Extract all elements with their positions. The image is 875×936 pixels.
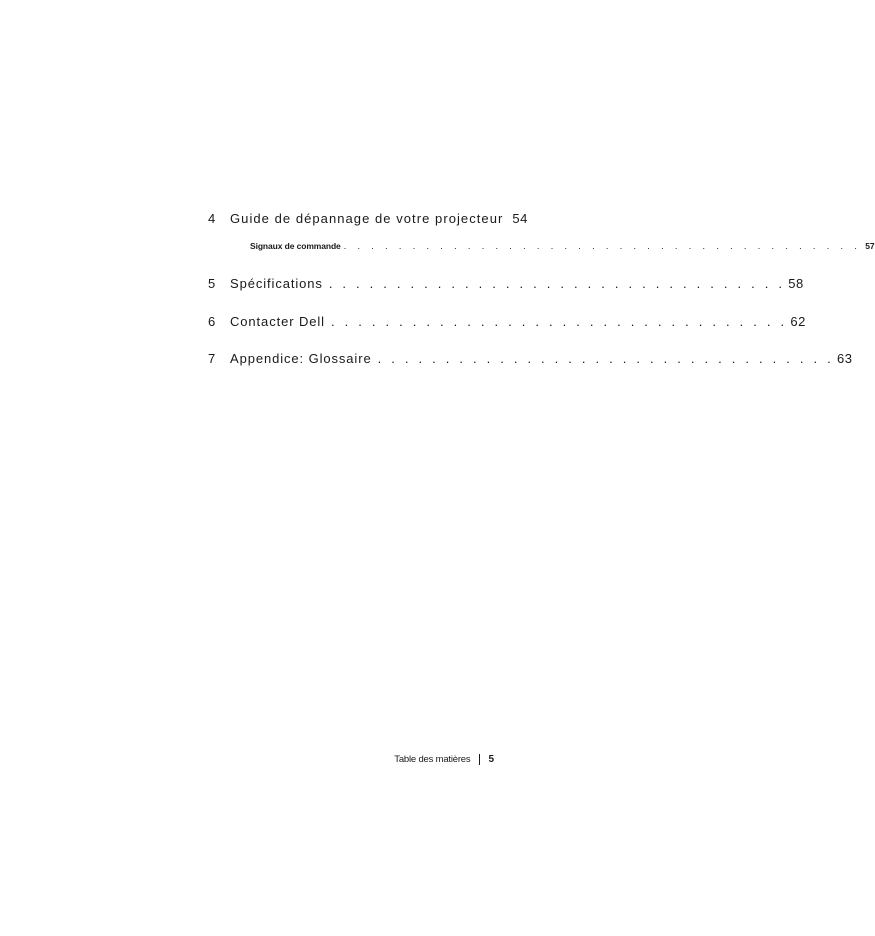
toc-entry-number: 4 <box>208 211 217 226</box>
toc-subentry-signaux[interactable] <box>250 241 875 251</box>
footer-separator <box>479 754 480 765</box>
toc-subentry-title: Signaux de commande <box>250 241 341 251</box>
toc-entry-number: 7 <box>208 351 217 366</box>
toc-entry-title: Spécifications <box>230 276 323 291</box>
toc-entry-chapter-6[interactable] <box>208 314 806 329</box>
toc-subentry-page: 57 <box>865 241 875 251</box>
toc-dot-leader: . . . . . . . . . . . . . . . . . . . . . . . . . . . . . . . . . . <box>328 276 786 291</box>
toc-entry-title: Contacter Dell <box>230 314 325 329</box>
toc-entry-page: 54 <box>512 211 528 226</box>
toc-entry-chapter-5[interactable] <box>208 276 804 291</box>
toc-dot-leader: . . . . . . . . . . . . . . . . . . . . . . . . . . . . . . . . . . . . . . <box>343 241 862 251</box>
toc-dot-leader: . . . . . . . . . . . . . . . . . . . . . . . . . . . . . . . . . . <box>377 351 834 366</box>
toc-dot-leader: . . . . . . . . . . . . . . . . . . . . . . . . . . . . . . . . . . <box>330 314 788 329</box>
footer-section-label: Table des matières <box>394 754 471 765</box>
toc-entry-number: 5 <box>208 276 217 291</box>
page-footer <box>360 754 494 765</box>
toc-entry-page: 62 <box>790 314 806 329</box>
toc-entry-title: Appendice: Glossaire <box>230 351 372 366</box>
footer-page-number: 5 <box>488 754 494 765</box>
toc-entry-number: 6 <box>208 314 217 329</box>
toc-entry-page: 63 <box>836 351 853 366</box>
toc-entry-title: Guide de dépannage de votre projecteur <box>230 211 504 226</box>
toc-entry-chapter-7[interactable] <box>208 351 853 366</box>
toc-entry-page: 58 <box>788 276 804 291</box>
toc-entry-chapter-4[interactable] <box>208 211 528 226</box>
